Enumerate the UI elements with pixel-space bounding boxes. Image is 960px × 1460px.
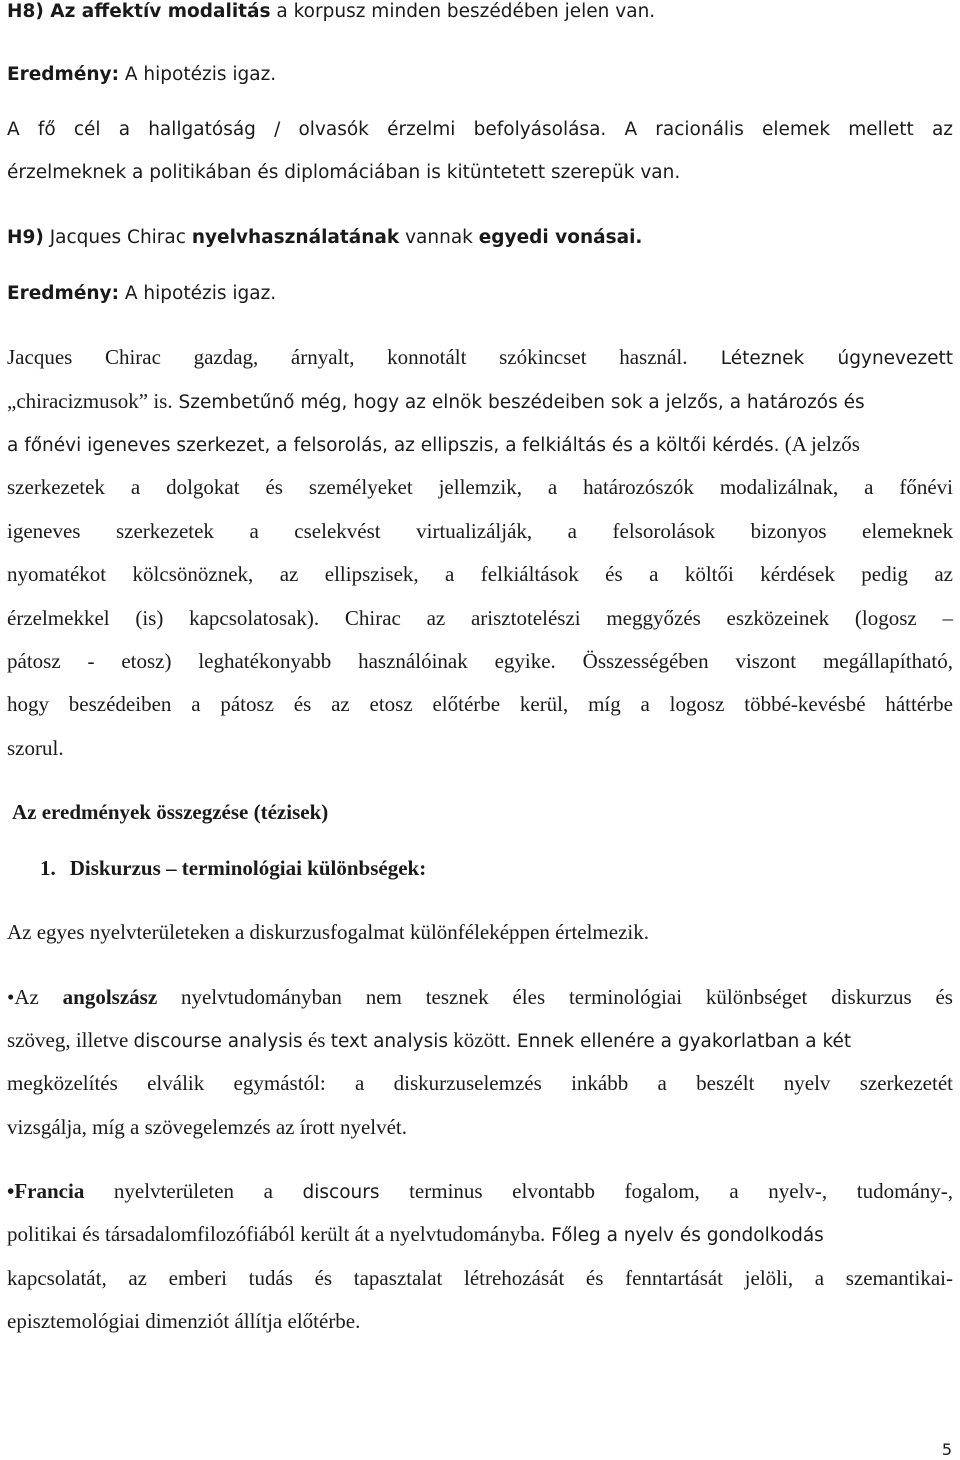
term-discours: discours [302, 1182, 380, 1203]
section1-heading [40, 856, 426, 880]
h9-label: H9) [7, 227, 44, 248]
para2-line10: szorul. [7, 736, 64, 760]
result-label: Eredmény: [7, 64, 120, 85]
bullet1-bold: angolszász [62, 985, 158, 1009]
result-h8 [7, 63, 276, 87]
bullet1-line2: szöveg, illetve discourse analysis és text analysis között. Ennek ellenére a gyakorlatban a két [7, 1028, 852, 1052]
h9-mid1: Jacques Chirac [43, 227, 192, 248]
bullet-icon: • [7, 985, 15, 1009]
para2-line5: igeneves szerkezetek a cselekvést virtualizálják, a felsorolások bizonyos elemeknek [7, 519, 953, 543]
result-text: A hipotézis igaz. [119, 64, 277, 85]
summary-heading: Az eredmények összegzése (tézisek) [12, 800, 329, 824]
bullet1-line4: vizsgálja, míg a szövegelemzés az írott nyelvét. [7, 1115, 408, 1139]
result-h9 [7, 282, 276, 306]
bullet1-line3: megközelítés elválik egymástól: a diskurzuselemzés inkább a beszélt nyelv szerkezetét [7, 1071, 953, 1095]
para2-line4: szerkezetek a dolgokat és személyeket jellemzik, a határozószók modalizálnak, a főnévi [7, 475, 953, 499]
para2-line6: nyomatékot kölcsönöznek, az ellipszisek, a felkiáltások és a költői kérdések pedig az [7, 562, 953, 586]
hypothesis-h9 [7, 226, 642, 250]
para2-l3-serif: (A jelzős [779, 432, 860, 456]
para2-line8: pátosz - etosz) leghatékonyabb használóinak egyike. Összességében viszont megállapítható, [7, 649, 953, 673]
h9-bold1: nyelvhasználatának [191, 227, 400, 248]
bullet2-line2: politikai és társadalomfilozófiából került át a nyelvtudományba. Főleg a nyelv és gondolkodás [7, 1222, 824, 1246]
para2-l1-sans: Léteznek úgynevezett [687, 348, 953, 369]
page-number: 5 [941, 1440, 952, 1459]
term-discourse-analysis: discourse analysis [133, 1031, 303, 1052]
para2-line9: hogy beszédeiben a pátosz és az etosz előtérbe kerül, míg a logosz többé-kevésbé háttérbe [7, 692, 953, 716]
h8-text: a korpusz minden beszédében jelen van. [270, 1, 656, 22]
bullet2-bold: Francia [14, 1179, 85, 1203]
section1-title: Diskurzus – terminológiai különbségek: [69, 856, 427, 880]
bullet2-line3: kapcsolatát, az emberi tudás és tapasztalat létrehozását és fenntartását jelöli, a szemantikai- [7, 1266, 953, 1290]
para2-l1-serif: Jacques Chirac gazdag, árnyalt, konnotált szókincset használ. [7, 345, 688, 369]
term-text-analysis: text analysis [330, 1031, 448, 1052]
para2-line2 [7, 389, 865, 416]
bullet1-line1: •Az angolszász nyelvtudományban nem tesznek éles terminológiai különbséget diskurzus és [7, 985, 953, 1009]
hypothesis-h8 [7, 0, 655, 24]
para2-line1 [7, 345, 953, 371]
bullet2-line4: episztemológiai dimenziót állítja előtérbe. [7, 1309, 361, 1333]
h9-bold2: egyedi vonásai. [478, 227, 643, 248]
para2-line3 [7, 432, 860, 459]
para2-line7: érzelmekkel (is) kapcsolatosak). Chirac az arisztotelészi meggyőzés eszközeinek (logosz – [7, 606, 953, 630]
para2-l3: a főnévi igeneves szerkezet, a felsorolás, az ellipszis, a felkiáltás és a költői kérdés. [7, 435, 780, 456]
result-text: A hipotézis igaz. [119, 283, 277, 304]
bullet2-line1: •Francia nyelvterületen a discours terminus elvontabb fogalom, a nyelv-, tudomány-, [7, 1179, 953, 1203]
section1-number: 1. [40, 856, 56, 880]
para2-l2-serif: „chiracizmusok” is. [7, 389, 173, 413]
intro-line: Az egyes nyelvterületeken a diskurzusfogalmat különféleképpen értelmezik. [7, 920, 649, 944]
para1-line1: A fő cél a hallgatóság / olvasók érzelmi befolyásolása. A racionális elemek mellett az [7, 119, 953, 140]
h8-label: H8) Az affektív modalitás [7, 1, 271, 22]
bullet-icon: • [7, 1179, 15, 1203]
h9-mid2: vannak [399, 227, 479, 248]
para1-line2: érzelmeknek a politikában és diplomáciában is kitüntetett szerepük van. [7, 162, 681, 183]
result-label: Eredmény: [7, 283, 120, 304]
para2-l2-sans: Szembetűnő még, hogy az elnök beszédeiben sok a jelzős, a határozós és [172, 392, 865, 413]
